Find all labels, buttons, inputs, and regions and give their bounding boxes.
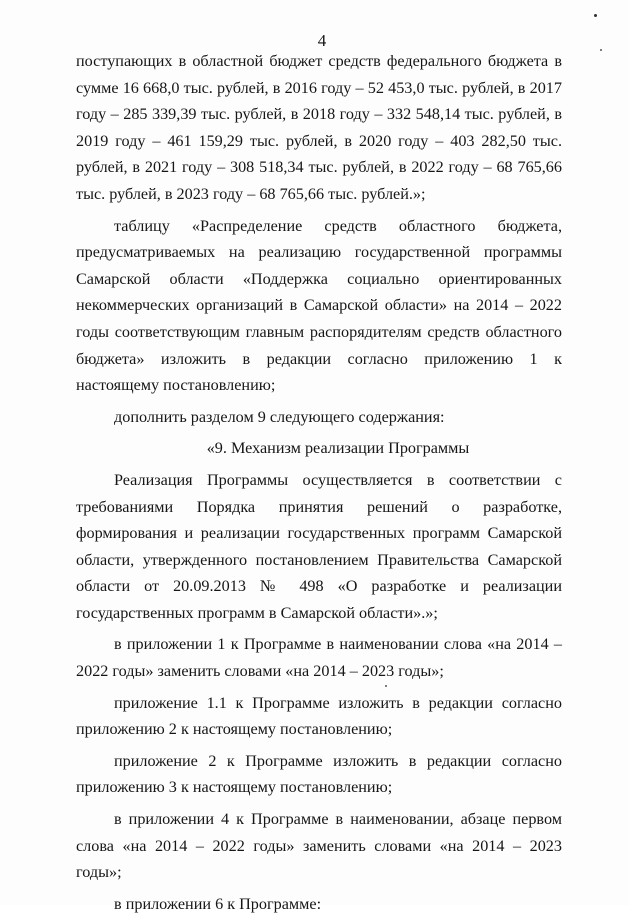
paragraph-appendix-4: в приложении 4 к Программе в наименовании, абзаце первом слова «на 2014 – 2022 годы» заменить словами «на 2014 – 2023 годы»; <box>76 810 562 882</box>
paragraph-appendix-1: в приложении 1 к Программе в наименовании слова «на 2014 – 2022 годы» заменить словами «на 2014 – 2023 годы»; <box>76 635 562 681</box>
paragraph-appendix-2: приложение 2 к Программе изложить в редакции согласно приложению 3 к настоящему постановлению; <box>76 751 562 797</box>
section-heading: «9. Механизм реализации Программы <box>206 439 470 458</box>
paragraph-budget-amounts: поступающих в областной бюджет средств федерального бюджета в сумме 16 668,0 тыс. рублей, в 2016 году – 52 453,0 тыс. рублей, в 2017 году – 285 339,39 тыс. рублей, в 2018 году – 332 548,14 тыс. рублей, в 2019 году – 461 159,29 тыс. рублей, в 2020 году – 403 282,50 тыс. рублей, в 2021 году – 308 518,34 тыс. рублей, в 2022 году – 68 765,66 тыс. рублей, в 2023 году – 68 765,66 тыс. рублей.»; <box>76 52 562 203</box>
scan-dot-mark <box>594 14 597 17</box>
paragraph-table-distribution: таблицу «Распределение средств областного бюджета, предусматриваемых на реализацию государственной программы Самарской области «Поддержка социально ориентированных некоммерческих организаций в Самарской области» на 2014 – 2022 годы соответствующим главным распорядителям средств областного бюджета» изложить в редакции согласно приложению 1 к настоящему постановлению; <box>76 216 562 395</box>
paragraph-appendix-1-1: приложение 1.1 к Программе изложить в редакции согласно приложению 2 к настоящему постановлению; <box>76 693 562 739</box>
document-body <box>76 48 562 917</box>
page-number: 4 <box>317 31 327 50</box>
paragraph-add-section: дополнить разделом 9 следующего содержания: <box>114 407 445 426</box>
paragraph-implementation: Реализация Программы осуществляется в соответствии с требованиями Порядка принятия решений о разработке, формирования и реализации государственных программ Самарской области, утвержденного постановлением Правительства Самарской области от 20.09.2013 № 498 «О разработке и реализации государственных программ в Самарской области».»; <box>76 470 562 622</box>
paragraph-appendix-6: в приложении 6 к Программе: <box>114 894 322 913</box>
